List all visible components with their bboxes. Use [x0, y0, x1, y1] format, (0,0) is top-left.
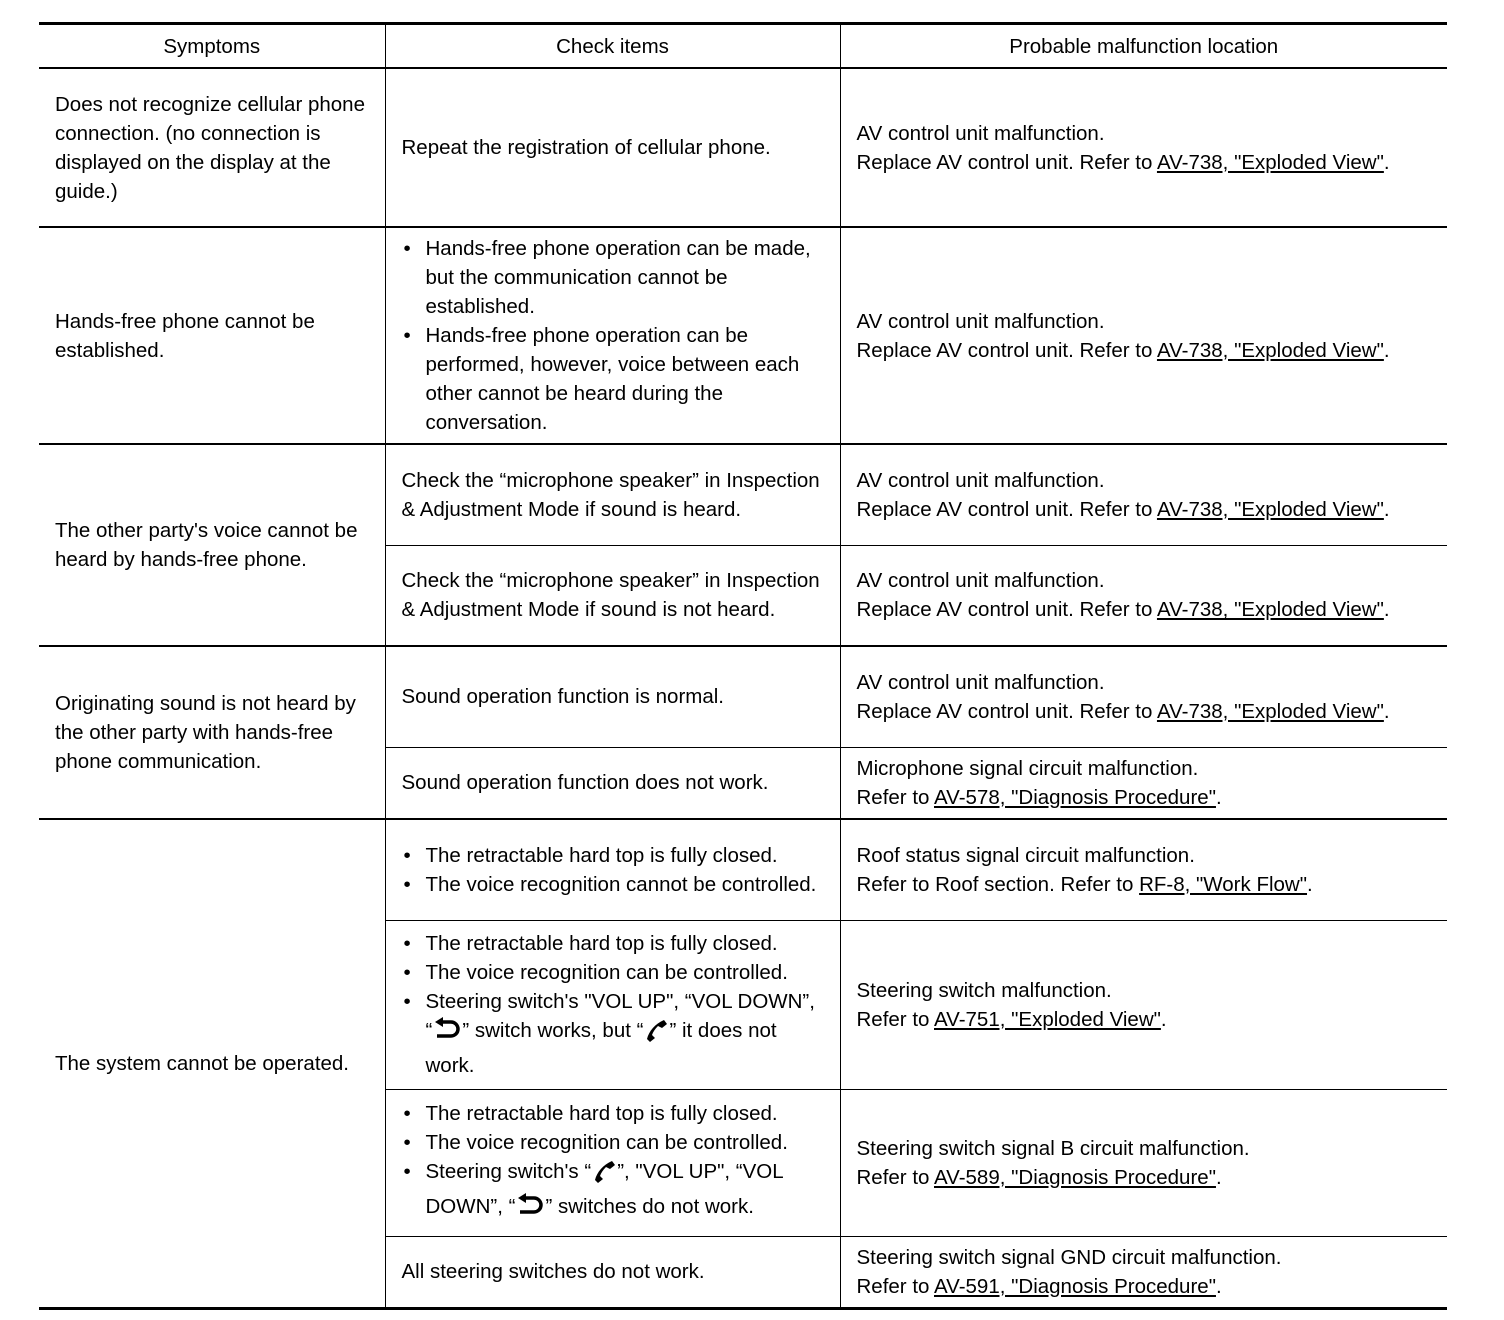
header-row [39, 24, 1447, 69]
symptom-cell: Originating sound is not heard by the other party with hands-free phone communication. [39, 646, 385, 819]
check-list [402, 1099, 826, 1227]
location-text: AV control unit malfunction. [856, 670, 1105, 694]
reference-link[interactable]: AV-738, "Exploded View" [1156, 598, 1384, 622]
list-item: • The retractable hard top is fully closed. [402, 929, 826, 958]
reference-link[interactable]: RF-8, "Work Flow" [1139, 872, 1308, 896]
symptom-cell: The system cannot be operated. [39, 819, 385, 1308]
header-malfunction-location: Probable malfunction location [840, 24, 1447, 69]
check-cell: All steering switches do not work. [385, 1236, 840, 1308]
location-refer: Replace AV control unit. Refer to [856, 699, 1157, 723]
reference-link[interactable]: AV-738, "Exploded View" [1156, 150, 1384, 174]
check-list [402, 841, 826, 899]
header-check-items: Check items [385, 24, 840, 69]
location-refer: Replace AV control unit. Refer to [856, 598, 1157, 622]
location-cell: Roof status signal circuit malfunction. Refer to Roof section. Refer to RF-8, "Work Flow". [840, 819, 1447, 920]
check-cell [385, 920, 840, 1089]
location-refer: Refer to [856, 1007, 934, 1031]
back-arrow-icon [432, 1017, 462, 1051]
reference-link[interactable]: AV-738, "Exploded View" [1156, 699, 1384, 723]
location-cell: AV control unit malfunction. Replace AV control unit. Refer to AV-738, "Exploded View". [840, 444, 1447, 545]
list-item: • The retractable hard top is fully closed. [402, 841, 826, 870]
list-item: • The voice recognition can be controlled. [402, 958, 826, 987]
location-cell: Microphone signal circuit malfunction. Refer to AV-578, "Diagnosis Procedure". [840, 747, 1447, 819]
symptom-cell: The other party's voice cannot be heard by hands-free phone. [39, 444, 385, 646]
list-item: • Steering switch's "VOL UP", “VOL DOWN”, “ ” switch works, but “ ” it does not work. [402, 987, 826, 1080]
location-cell: AV control unit malfunction. Replace AV control unit. Refer to AV-738, "Exploded View". [840, 646, 1447, 747]
location-refer: Replace AV control unit. Refer to [856, 497, 1157, 521]
location-refer: Refer to [856, 1165, 934, 1189]
location-refer: Replace AV control unit. Refer to [856, 150, 1157, 174]
reference-link[interactable]: AV-578, "Diagnosis Procedure" [934, 785, 1216, 809]
location-text: AV control unit malfunction. [856, 468, 1105, 492]
table-row [39, 68, 1447, 227]
back-arrow-icon [515, 1193, 545, 1227]
list-item: • The retractable hard top is fully closed. [402, 1099, 826, 1128]
check-cell [385, 1089, 840, 1236]
check-list [402, 929, 826, 1080]
symptom-cell: Hands-free phone cannot be established. [39, 227, 385, 444]
reference-link[interactable]: AV-589, "Diagnosis Procedure" [934, 1165, 1216, 1189]
location-refer: Refer to Roof section. Refer to [856, 872, 1140, 896]
location-text: AV control unit malfunction. [856, 309, 1105, 333]
check-cell: Sound operation function is normal. [385, 646, 840, 747]
check-cell [385, 819, 840, 920]
check-list [402, 234, 826, 437]
location-text: Steering switch malfunction. [856, 978, 1112, 1002]
table-row [39, 444, 1447, 545]
list-item: • The voice recognition cannot be controlled. [402, 870, 826, 899]
location-refer: Refer to [856, 1274, 934, 1298]
list-item: • Hands-free phone operation can be made, but the communication cannot be established. [402, 234, 826, 321]
table-row [39, 819, 1447, 920]
phone-icon [591, 1158, 617, 1192]
table-row [39, 227, 1447, 444]
reference-link[interactable]: AV-738, "Exploded View" [1156, 338, 1384, 362]
location-cell: AV control unit malfunction. Replace AV control unit. Refer to AV-738, "Exploded View". [840, 227, 1447, 444]
header-symptoms: Symptoms [39, 24, 385, 69]
location-cell: AV control unit malfunction. Replace AV control unit. Refer to AV-738, "Exploded View". [840, 545, 1447, 646]
check-cell: Check the “microphone speaker” in Inspection & Adjustment Mode if sound is not heard. [385, 545, 840, 646]
symptom-cell: Does not recognize cellular phone connection. (no connection is displayed on the display at the guide.) [39, 68, 385, 227]
reference-link[interactable]: AV-738, "Exploded View" [1156, 497, 1384, 521]
location-cell: Steering switch signal GND circuit malfunction. Refer to AV-591, "Diagnosis Procedure". [840, 1236, 1447, 1308]
list-item: • The voice recognition can be controlled. [402, 1128, 826, 1157]
location-cell: Steering switch signal B circuit malfunction. Refer to AV-589, "Diagnosis Procedure". [840, 1089, 1447, 1236]
list-item: • Hands-free phone operation can be performed, however, voice between each other cannot be heard during the conversation. [402, 321, 826, 437]
list-item: • Steering switch's “ ”, "VOL UP", “VOL DOWN”, “ ” switches do not work. [402, 1157, 826, 1227]
location-refer: Replace AV control unit. Refer to [856, 338, 1157, 362]
location-cell: Steering switch malfunction. Refer to AV-751, "Exploded View". [840, 920, 1447, 1089]
check-cell: Repeat the registration of cellular phone. [385, 68, 840, 227]
location-cell: AV control unit malfunction. Replace AV control unit. Refer to AV-738, "Exploded View". [840, 68, 1447, 227]
check-cell [385, 227, 840, 444]
location-text: AV control unit malfunction. [856, 569, 1105, 593]
check-cell: Sound operation function does not work. [385, 747, 840, 819]
location-text: Steering switch signal B circuit malfunction. [856, 1136, 1250, 1160]
troubleshooting-table [39, 22, 1447, 1310]
location-text: Microphone signal circuit malfunction. [856, 756, 1199, 780]
table-row [39, 646, 1447, 747]
location-text: Roof status signal circuit malfunction. [856, 843, 1195, 867]
reference-link[interactable]: AV-591, "Diagnosis Procedure" [934, 1274, 1216, 1298]
location-refer: Refer to [856, 785, 934, 809]
phone-icon [643, 1017, 669, 1051]
location-text: Steering switch signal GND circuit malfunction. [856, 1245, 1282, 1269]
reference-link[interactable]: AV-751, "Exploded View" [934, 1007, 1161, 1031]
check-cell: Check the “microphone speaker” in Inspection & Adjustment Mode if sound is heard. [385, 444, 840, 545]
location-text: AV control unit malfunction. [856, 121, 1105, 145]
